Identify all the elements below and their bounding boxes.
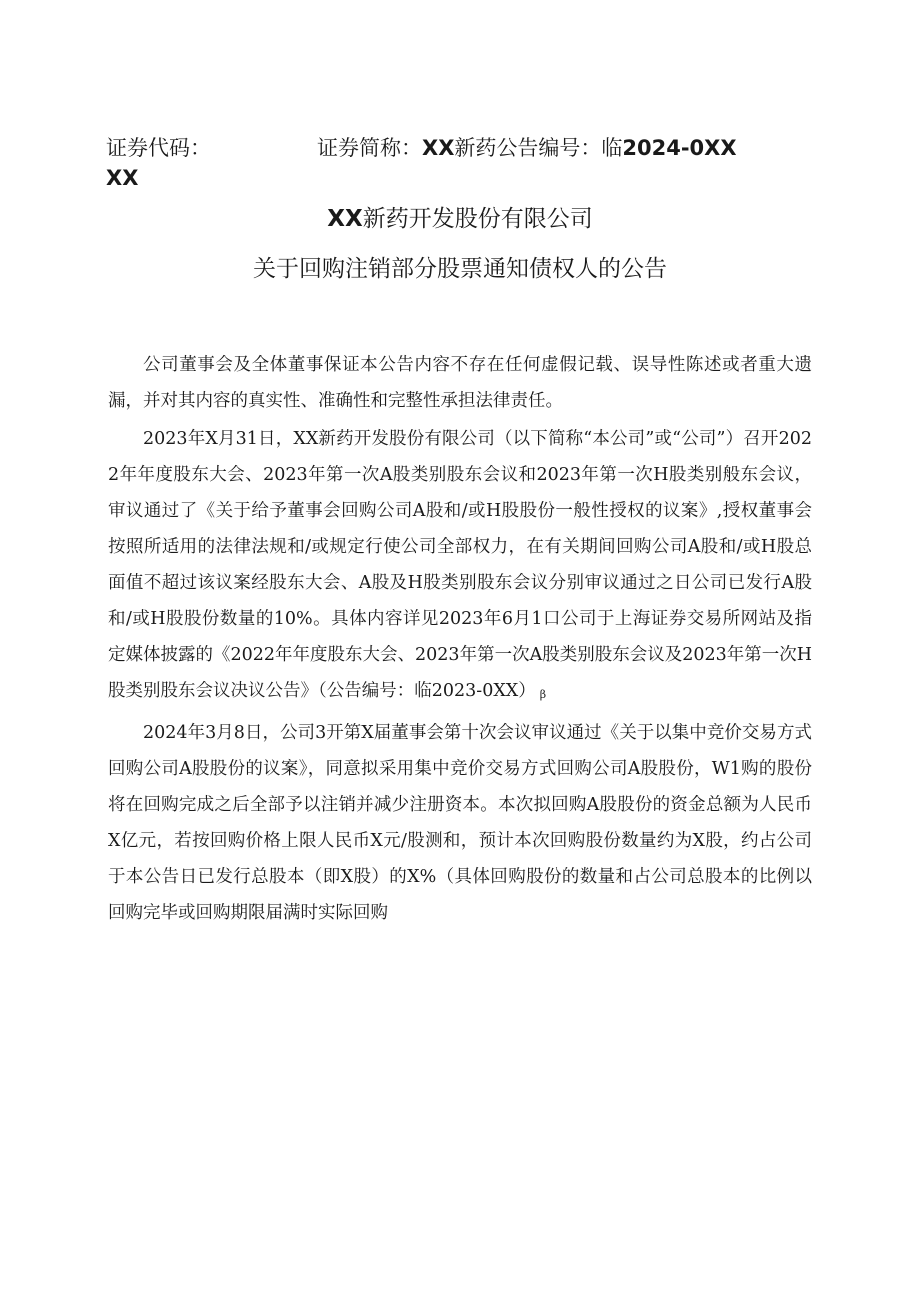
stock-short-name-value: XX	[422, 136, 455, 160]
stock-short-name-label: 证券简称：	[317, 136, 422, 160]
announcement-number: 2024-0XX	[622, 136, 737, 160]
announcement-subject: 关于回购注销部分股票通知债权人的公告	[253, 256, 667, 282]
header-line	[106, 134, 737, 162]
company-title	[0, 204, 920, 234]
footnote-mark: β	[539, 688, 547, 701]
paragraph-board-resolution: 2024年3月8日，公司3开第X届董事会第十次会议审议通过《关于以集中竞价交易方式回购公司A股股份的议案》，同意拟采用集中竞价交易方式回购公司A股股份，W1购的股份将在回购完成之后全部予以注销并减少注册资本。本次拟回购A股股份的资金总额为人民币X亿元，若按回购价格上限人民币X元/股测和，预计本次回购股份数量约为X股，约占公司于本公告日已发行总股本（即X股）的X%（具体回购股份的数量和占公司总股本的比例以回购完毕或回购期限届满时实际回购	[108, 723, 812, 923]
stock-short-name-suffix: 新药公告编号：临	[454, 136, 623, 160]
document-body	[108, 347, 812, 931]
paragraph-statement: 公司董事会及全体董事保证本公告内容不存在任何虚假记载、误导性陈述或者重大遗漏，并对其内容的真实性、准确性和完整性承担法律责任。	[108, 355, 812, 411]
stock-code-label: 证券代码：	[106, 136, 211, 160]
company-title-prefix: XX	[327, 206, 363, 232]
paragraph-background-text: 2023年X月31日，XX新药开发股份有限公司（以下简称“本公司”或“公司”）召开2022年年度股东大会、2023年第一次A股类别股东会议和2023年第一次H股类别般东会议，审议通过了《关于给予董事会回购公司A股和/或H股股份一般性授权的议案》,授权董事会按照所适用的法律法规和/或规定行使公司全部权力，在有关期间回购公司A股和/或H股总面值不超过该议案经股东大会、A股及H股类别股东会议分别审议通过之日公司已发行A股和/或H股股份数量的10%。具体内容详见2023年6月1口公司于上海证券交易所网站及指定媒体披露的《2022年年度股东大会、2023年第一次A股类别股东会议及2023年第一次H股类别股东会议决议公告》（公告编号：临2023-0XX）	[108, 429, 813, 701]
company-title-name: 新药开发股份有限公司	[362, 206, 593, 232]
announcement-number-wrap: XX	[106, 166, 139, 190]
paragraph-background	[108, 421, 812, 713]
